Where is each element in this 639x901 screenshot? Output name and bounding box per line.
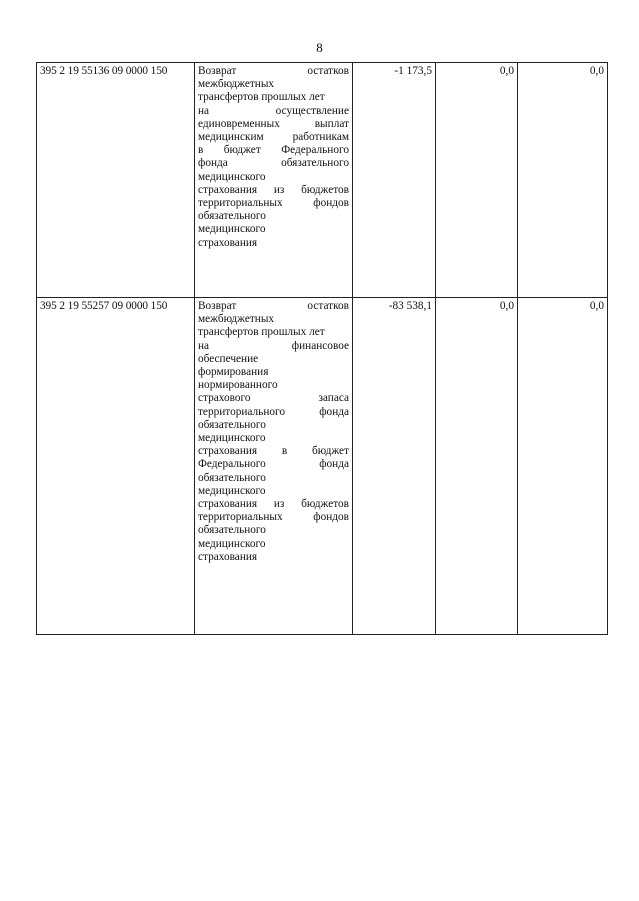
- income-name-line: страхования в бюджет: [198, 445, 349, 458]
- amount-value-3: 0,0: [518, 298, 608, 635]
- income-name-line: нормированного: [198, 379, 278, 392]
- budget-classification-code: 395 2 19 55257 09 0000 150: [37, 298, 195, 635]
- income-name-line: территориальных фондов: [198, 197, 349, 210]
- amount-value-3: 0,0: [518, 63, 608, 298]
- income-name-line: медицинского: [198, 537, 266, 550]
- income-name-line: обязательного: [198, 524, 266, 537]
- page-number: 8: [316, 40, 323, 55]
- income-name-line: межбюджетных: [198, 78, 275, 91]
- income-name-line: медицинского: [198, 170, 266, 183]
- income-name-line: на финансовое: [198, 339, 349, 352]
- income-name: [195, 63, 353, 298]
- income-name-line: фонда обязательного: [198, 157, 349, 170]
- income-name-line: на осуществление: [198, 104, 349, 117]
- income-name-line: страхования из бюджетов: [198, 498, 349, 511]
- income-name-line: обязательного: [198, 418, 266, 431]
- income-name-line: медицинского: [198, 432, 266, 445]
- amount-value-2: 0,0: [436, 63, 518, 298]
- income-name-line: территориального фонда: [198, 405, 349, 418]
- income-name-line: межбюджетных: [198, 313, 275, 326]
- income-name-line: трансфертов прошлых лет: [198, 326, 325, 339]
- income-name-line: трансфертов прошлых лет: [198, 91, 325, 104]
- amount-value-1: -83 538,1: [353, 298, 436, 635]
- income-name-line: в бюджет Федерального: [198, 144, 349, 157]
- amount-value-2: 0,0: [436, 298, 518, 635]
- income-name-line: страхования из бюджетов: [198, 183, 349, 196]
- income-name-line: обязательного: [198, 210, 266, 223]
- income-name-line: обязательного: [198, 471, 266, 484]
- income-name-line: медицинского: [198, 484, 266, 497]
- income-name-line: Федерального фонда: [198, 458, 349, 471]
- income-name-line: страхового запаса: [198, 392, 349, 405]
- income-name-line: Возврат остатков: [198, 65, 349, 77]
- amount-value-1: -1 173,5: [353, 63, 436, 298]
- budget-classification-code: 395 2 19 55136 09 0000 150: [37, 63, 195, 298]
- income-name-line: единовременных выплат: [198, 117, 349, 130]
- budget-table: [36, 62, 608, 635]
- income-name-line: страхования: [198, 236, 258, 249]
- table-row: [37, 298, 608, 635]
- table-row: [37, 63, 608, 298]
- income-name-line: обеспечение: [198, 352, 259, 365]
- income-name-line: медицинского: [198, 223, 266, 236]
- income-name: [195, 298, 353, 635]
- income-name-line: медицинским работникам: [198, 131, 349, 144]
- income-name-line: страхования: [198, 550, 258, 563]
- income-name-line: территориальных фондов: [198, 511, 349, 524]
- income-name-line: формирования: [198, 366, 269, 379]
- income-name-line: Возврат остатков: [198, 300, 349, 312]
